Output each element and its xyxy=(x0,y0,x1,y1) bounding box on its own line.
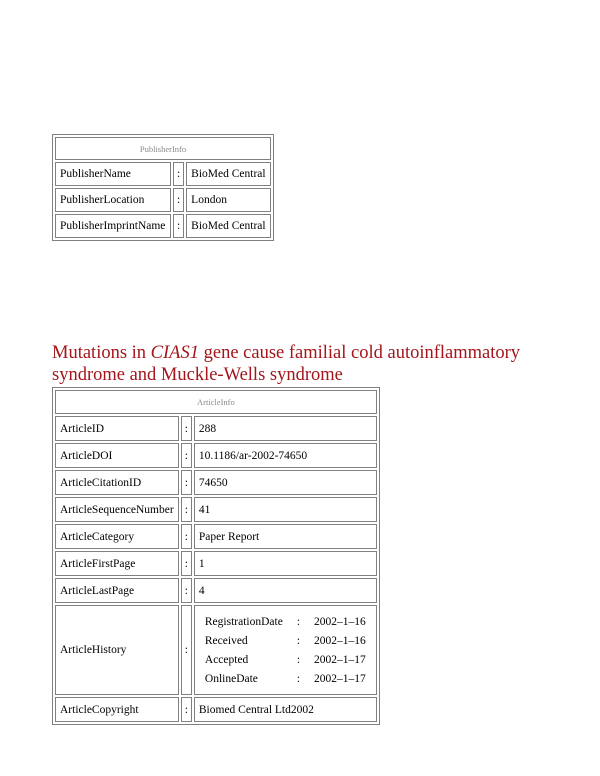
article-history-label: ArticleHistory xyxy=(55,605,179,695)
article-first-page-label: ArticleFirstPage xyxy=(55,551,179,576)
article-title-prefix: Mutations in xyxy=(52,343,151,363)
publisher-name-label: PublisherName xyxy=(55,162,171,186)
table-row xyxy=(55,697,377,722)
row-separator: : xyxy=(181,443,192,468)
history-separator: : xyxy=(296,653,301,666)
publisher-info-table xyxy=(52,134,274,241)
table-row xyxy=(55,605,377,695)
article-info-caption: ArticleInfo xyxy=(55,390,377,414)
article-category-value: Paper Report xyxy=(194,524,377,549)
history-event-name: RegistrationDate xyxy=(204,615,283,628)
row-separator: : xyxy=(181,697,192,722)
article-sequence-number-value: 41 xyxy=(194,497,377,522)
article-title-suffix: gene cause familial cold autoinflammatory syndrome and Muckle-Wells syndrome xyxy=(52,343,521,385)
article-doi-label: ArticleDOI xyxy=(55,443,179,468)
row-separator: : xyxy=(181,470,192,495)
row-separator: : xyxy=(173,214,184,238)
article-sequence-number-label: ArticleSequenceNumber xyxy=(55,497,179,522)
history-event-date: 2002–1–17 xyxy=(314,672,366,685)
history-separator: : xyxy=(296,672,301,685)
article-first-page-value: 1 xyxy=(194,551,377,576)
history-separator: : xyxy=(296,615,301,628)
row-separator: : xyxy=(181,551,192,576)
article-id-label: ArticleID xyxy=(55,416,179,441)
article-id-value: 288 xyxy=(194,416,377,441)
row-separator: : xyxy=(181,578,192,603)
article-citation-id-label: ArticleCitationID xyxy=(55,470,179,495)
article-doi-value: 10.1186/ar-2002-74650 xyxy=(194,443,377,468)
table-row xyxy=(55,524,377,549)
history-event-name: Received xyxy=(204,634,248,647)
article-history-table xyxy=(199,612,372,688)
history-separator: : xyxy=(296,634,301,647)
history-row xyxy=(199,650,372,669)
publisher-imprint-label: PublisherImprintName xyxy=(55,214,171,238)
table-row xyxy=(55,162,271,186)
article-info-table xyxy=(52,387,380,725)
article-citation-id-value: 74650 xyxy=(194,470,377,495)
article-last-page-value: 4 xyxy=(194,578,377,603)
history-row xyxy=(199,612,372,631)
history-event-name: OnlineDate xyxy=(204,672,258,685)
history-event-name: Accepted xyxy=(204,653,249,666)
history-event-date: 2002–1–16 xyxy=(314,634,366,647)
article-title-gene: CIAS1 xyxy=(150,343,199,363)
row-separator: : xyxy=(173,188,184,212)
table-row xyxy=(55,416,377,441)
table-row xyxy=(55,214,271,238)
history-event-date: 2002–1–16 xyxy=(314,615,366,628)
publisher-name-value: BioMed Central xyxy=(186,162,271,186)
table-row xyxy=(55,578,377,603)
article-category-label: ArticleCategory xyxy=(55,524,179,549)
history-event-date: 2002–1–17 xyxy=(314,653,366,666)
article-title xyxy=(52,342,572,386)
row-separator: : xyxy=(181,524,192,549)
table-row xyxy=(55,470,377,495)
row-separator: : xyxy=(181,497,192,522)
table-row xyxy=(55,443,377,468)
history-row xyxy=(199,631,372,650)
publisher-imprint-value: BioMed Central xyxy=(186,214,271,238)
publisher-info-caption: PublisherInfo xyxy=(55,137,271,160)
publisher-location-value: London xyxy=(186,188,271,212)
row-separator: : xyxy=(181,605,192,695)
row-separator: : xyxy=(181,416,192,441)
article-copyright-value: Biomed Central Ltd2002 xyxy=(194,697,377,722)
row-separator: : xyxy=(173,162,184,186)
article-last-page-label: ArticleLastPage xyxy=(55,578,179,603)
publisher-location-label: PublisherLocation xyxy=(55,188,171,212)
article-history-value xyxy=(194,605,377,695)
table-row xyxy=(55,497,377,522)
article-copyright-label: ArticleCopyright xyxy=(55,697,179,722)
table-row xyxy=(55,188,271,212)
table-row xyxy=(55,551,377,576)
history-row xyxy=(199,669,372,688)
